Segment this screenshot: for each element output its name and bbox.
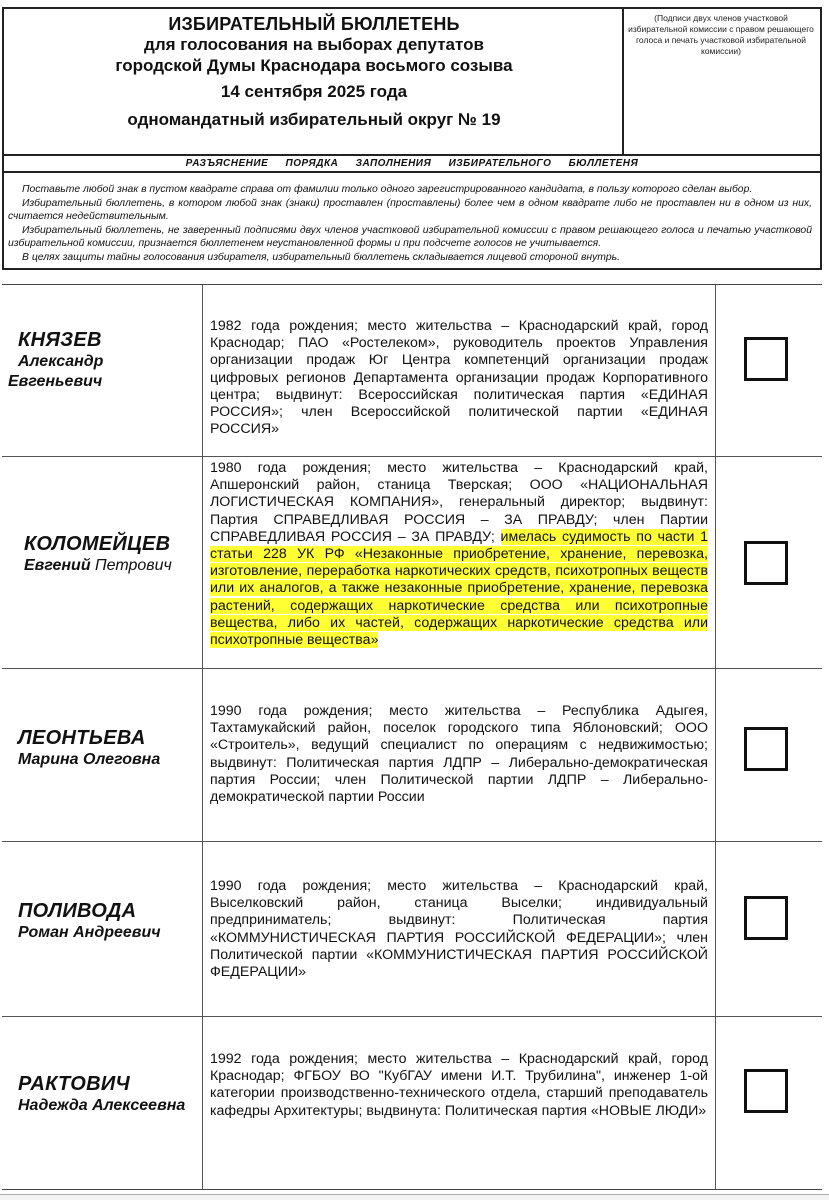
candidate-row xyxy=(2,285,822,457)
candidate-name xyxy=(2,1073,198,1116)
candidates-table xyxy=(2,284,822,1190)
candidate-row xyxy=(2,842,822,1017)
candidate-surname: ПОЛИВОДА xyxy=(18,900,137,922)
instructions-heading: РАЗЪЯСНЕНИЕ ПОРЯДКА ЗАПОЛНЕНИЯ ИЗБИРАТЕЛЬНОГО БЮЛЛЕТЕНЯ xyxy=(4,156,820,173)
candidate-patronymic: Евгеньевич xyxy=(8,373,103,390)
council-line: городской Думы Краснодара восьмого созыва xyxy=(115,56,513,75)
candidate-surname: КОЛОМЕЙЦЕВ xyxy=(24,533,171,555)
candidate-row xyxy=(2,669,822,842)
ballot-title: ИЗБИРАТЕЛЬНЫЙ БЮЛЛЕТЕНЬ xyxy=(168,14,460,34)
candidate-first-name: Надежда xyxy=(18,1097,88,1114)
candidate-full-given-name xyxy=(2,556,198,576)
candidate-patronymic: Олеговна xyxy=(82,751,161,768)
candidate-surname: ЛЕОНТЬЕВА xyxy=(18,727,146,749)
candidate-info xyxy=(210,460,708,649)
instructions-text xyxy=(4,173,820,265)
candidate-info-main: 1980 года рождения; место жительства – Краснодарский край, Апшеронский район, станица Тверская; ООО «НАЦИОНАЛЬНАЯ ЛОГИСТИЧЕСКАЯ КОМПАНИЯ», генеральный директор; выдвинут: Партия СПРАВЕДЛИВАЯ РОССИЯ – ЗА ПРАВДУ; член Партии СПРАВЕДЛИВАЯ РОССИЯ – ЗА ПРАВДУ; xyxy=(210,460,708,545)
candidate-name xyxy=(2,533,198,576)
candidate-info: 1990 года рождения; место жительства – Республика Адыгея, Тахтамукайский район, поселок городского типа Яблоновский; ООО «Строитель», ведущий специалист по операциям с недвижимостью; выдвинут: Политическая партия ЛДПР – Либерально-демократическая партия России; член Политической партии ЛДПР – Либерально-демократической партии России xyxy=(210,703,708,806)
candidate-name xyxy=(2,727,198,770)
candidate-first-name: Александр xyxy=(18,353,104,370)
election-date: 14 сентября 2025 года xyxy=(220,82,408,101)
page-bottom-edge xyxy=(0,1194,829,1200)
instruction-paragraph: Избирательный бюллетень, не заверенный подписями двух членов участковой избирательной комиссии с правом решающего голоса и печатью участковой избирательной комиссии, признается бюллетенем неустановленной формы и при подсчете голосов не учитывается. xyxy=(8,224,812,250)
candidate-full-given-name xyxy=(2,923,198,943)
vote-checkbox[interactable] xyxy=(744,541,788,585)
candidate-row xyxy=(2,457,822,669)
vote-checkbox[interactable] xyxy=(744,727,788,771)
candidate-first-name: Евгений xyxy=(24,557,91,574)
ballot-title-block xyxy=(6,9,624,154)
vote-checkbox[interactable] xyxy=(744,337,788,381)
candidate-surname: РАКТОВИЧ xyxy=(18,1073,130,1095)
vote-checkbox[interactable] xyxy=(744,896,788,940)
candidate-name xyxy=(2,329,198,392)
candidate-info: 1992 года рождения; место жительства – Краснодарский край, город Краснодар; ФГБОУ ВО "КубГАУ имени И.Т. Трубилина", инженер 1-ой категории производственно-технического отдела, старший преподаватель кафедры Архитектуры; выдвинута: Политическая партия «НОВЫЕ ЛЮДИ» xyxy=(210,1051,708,1119)
candidate-patronymic: Алексеевна xyxy=(92,1097,186,1114)
vote-checkbox[interactable] xyxy=(744,1069,788,1113)
signature-note: (Подписи двух членов участковой избирательной комиссии с правом решающего голоса и печать участковой избирательной комиссии) xyxy=(628,13,814,56)
instruction-paragraph: Поставьте любой знак в пустом квадрате справа от фамилии только одного зарегистрированного кандидата, в пользу которого сделан выбор. xyxy=(22,184,753,195)
electoral-district: одномандатный избирательный округ № 19 xyxy=(127,110,501,129)
candidate-full-given-name xyxy=(2,750,198,770)
candidate-first-name: Роман xyxy=(18,924,69,941)
instruction-paragraph: В целях защиты тайны голосования избирателя, избирательный бюллетень складывается лицевой стороной внутрь. xyxy=(22,251,620,263)
criminal-record-highlight: имелась судимость по части 1 статьи 228 УК РФ «Незаконные приобретение, хранение, перевозка, изготовление, переработка наркотических средств, психотропных веществ или их аналогов, а также незаконные приобретение, хранение, перевозка растений, содержащих наркотические средства или психотропные вещества, либо их частей, содержащих наркотические средства или психотропные вещества» xyxy=(210,528,708,649)
candidate-name xyxy=(2,900,198,943)
candidate-patronymic: Андреевич xyxy=(73,924,161,941)
candidate-full-given-name xyxy=(2,1096,198,1116)
ballot-header xyxy=(2,7,822,156)
candidate-surname: КНЯЗЕВ xyxy=(18,329,102,351)
candidate-row xyxy=(2,1017,822,1191)
instruction-paragraph: Избирательный бюллетень, в котором любой знак (знаки) проставлен (проставлены) более чем в одном квадрате либо не проставлен ни в одном из них, считается недействительным. xyxy=(8,197,812,223)
candidate-info: 1990 года рождения; место жительства – Краснодарский край, Выселковский район, станица Выселки; индивидуальный предприниматель; выдвинут: Политическая партия «КОММУНИСТИЧЕСКАЯ ПАРТИЯ РОССИЙСКОЙ ФЕДЕРАЦИИ»; член Политической партии «КОММУНИСТИЧЕСКАЯ ПАРТИЯ РОССИЙСКОЙ ФЕДЕРАЦИИ» xyxy=(210,878,708,981)
instructions-block xyxy=(2,156,822,270)
candidate-info: 1982 года рождения; место жительства – Краснодарский край, город Краснодар; ПАО «Ростелеком», руководитель проектов Управления организации продаж Юг Центра компетенций организации продаж цифровых регионов Департамента организации продаж Корпоративного центра; выдвинут: Всероссийская политическая партия «ЕДИНАЯ РОССИЯ»; член Всероссийской политической партии «ЕДИНАЯ РОССИЯ» xyxy=(210,318,708,438)
election-line: для голосования на выборах депутатов xyxy=(144,35,484,54)
candidate-patronymic: Петрович xyxy=(95,557,172,574)
candidate-first-name: Марина xyxy=(18,751,79,768)
